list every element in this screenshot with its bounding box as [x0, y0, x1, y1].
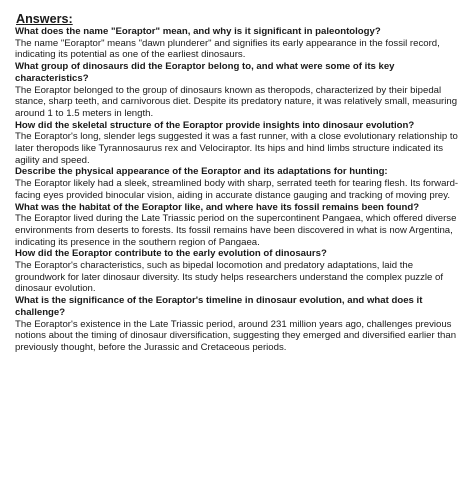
answers-heading: Answers: [16, 12, 73, 26]
answer-text: The Eoraptor lived during the Late Triassic period on the supercontinent Pangaea, which offered diverse environments from deserts to forests. Its fossil remains have been discovered in what is now Argentina, indicating its presence in the southern region of Pangaea. [15, 213, 457, 248]
question-text: What was the habitat of the Eoraptor like, and where have its fossil remains been found? [15, 201, 420, 213]
qa-item-skeletal-structure [15, 120, 463, 167]
answer-text: The Eoraptor's long, slender legs suggested it was a fast runner, with a close evolutionary relationship to later theropods like Tyrannosaurus rex and Velociraptor. Its hips and hind limbs structure indicated its agility and speed. [15, 131, 458, 166]
question-text: What group of dinosaurs did the Eoraptor belong to, and what were some of its key characteristics? [15, 61, 395, 84]
answer-text: The Eoraptor's existence in the Late Triassic period, around 231 million years ago, challenges previous notions about the timing of dinosaur diversification, suggesting they emerged and diversified earlier than previously thought, before the Jurassic and Cretaceous periods. [15, 318, 457, 353]
answer-text: The Eoraptor belonged to the group of dinosaurs known as theropods, characterized by their bipedal stance, sharp teeth, and carnivorous diet. Despite its predatory nature, it was relatively small, measuring around 1 to 1.5 meters in length. [15, 84, 458, 119]
question-text: What does the name "Eoraptor" mean, and why is it significant in paleontology? [15, 26, 381, 37]
qa-item-name-meaning [15, 26, 463, 61]
answer-sheet [15, 13, 463, 354]
answer-text: The Eoraptor likely had a sleek, streamlined body with sharp, serrated teeth for tearing flesh. Its forward-facing eyes provided binocular vision, aiding in accurate distance gauging and tracking of moving prey. [15, 178, 459, 201]
qa-item-habitat [15, 202, 463, 249]
answer-text: The name "Eoraptor" means "dawn plunderer" and signifies its early appearance in the fossil record, indicating its potential as one of the earliest dinosaurs. [15, 37, 440, 61]
question-text: How did the Eoraptor contribute to the early evolution of dinosaurs? [15, 248, 327, 260]
question-text: How did the skeletal structure of the Eoraptor provide insights into dinosaur evolution? [15, 119, 415, 131]
qa-item-physical-appearance [15, 166, 463, 201]
qa-item-dinosaur-group [15, 61, 463, 120]
question-text: What is the significance of the Eoraptor's timeline in dinosaur evolution, and what does it challenge? [15, 295, 423, 318]
answer-text: The Eoraptor's characteristics, such as bipedal locomotion and predatory adaptations, laid the groundwork for later dinosaur diversity. Its study helps researchers understand the complex puzzle of dinosaur evolution. [15, 260, 444, 295]
question-text: Describe the physical appearance of the Eoraptor and its adaptations for hunting: [15, 166, 388, 178]
qa-item-timeline-significance [15, 295, 463, 354]
qa-item-early-evolution [15, 248, 463, 295]
